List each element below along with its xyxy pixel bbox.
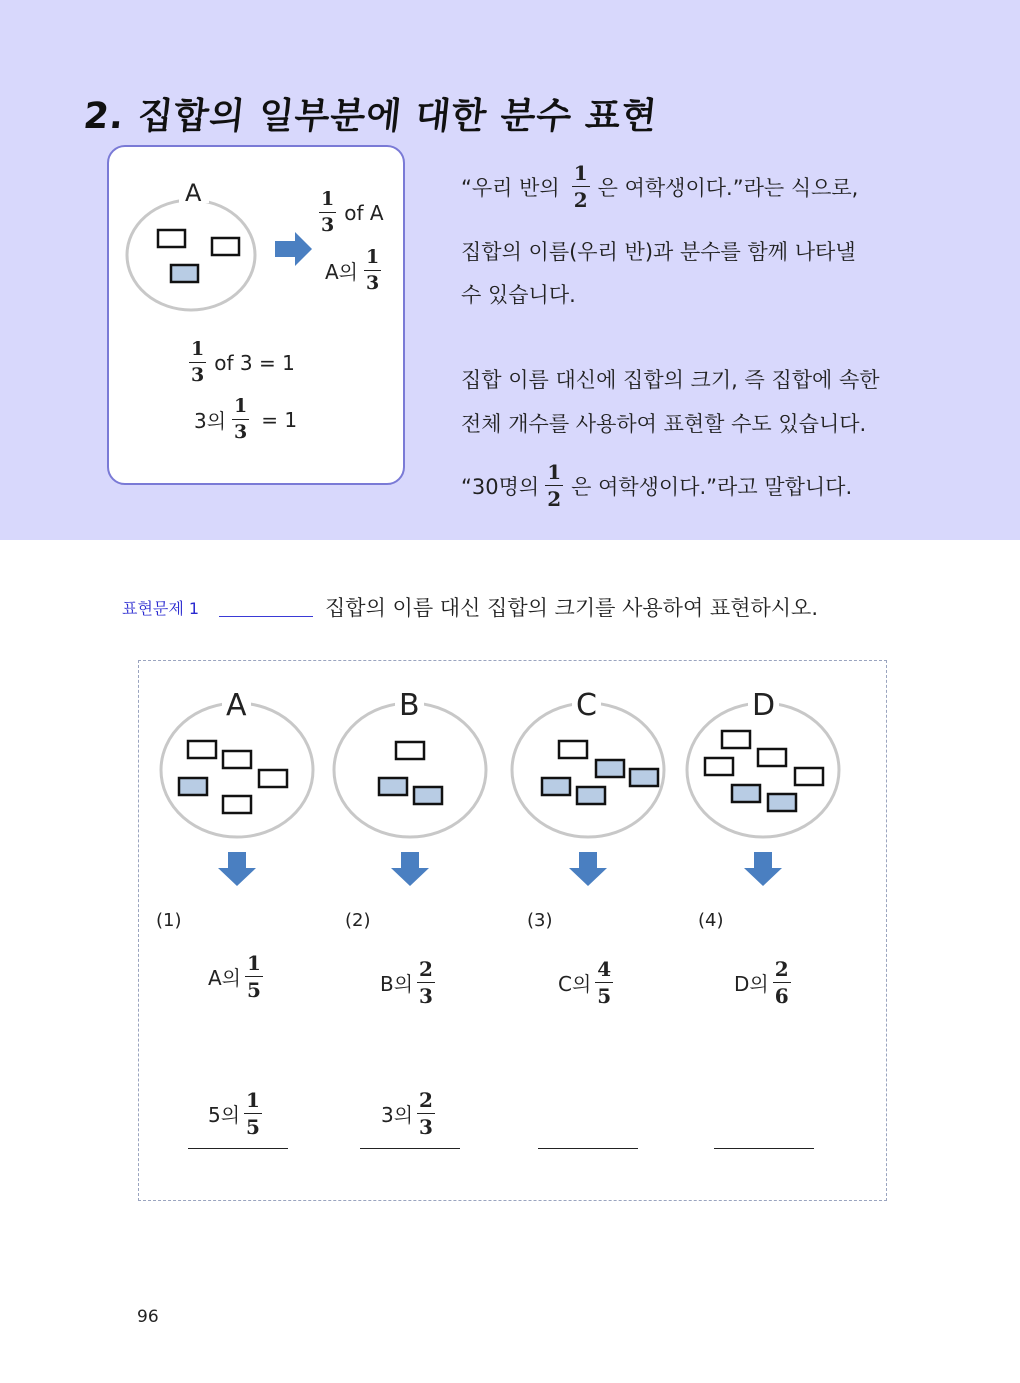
fraction: $\frac{1}{5}$ — [247, 951, 261, 1002]
fraction: $\frac{4}{5}$ — [597, 957, 612, 1008]
answer-name-fraction-b: B의 $\frac{2}{3}$ — [380, 957, 433, 1008]
down-arrow-icon — [569, 852, 607, 886]
set-label-b: B — [395, 688, 424, 723]
element-rect — [223, 751, 251, 768]
shaded-element-rect — [630, 769, 658, 786]
fraction-a-ui: A의 $\frac{1}{3}$ — [325, 246, 380, 294]
shaded-element-rect — [179, 778, 207, 795]
answer-size-fraction-a: 5의 $\frac{1}{5}$ — [208, 1088, 260, 1139]
section-title: 2. 집합의 일부분에 대한 분수 표현 — [81, 96, 660, 137]
fraction: $\frac{1}{2}$ — [573, 161, 588, 212]
answer-name-fraction-c: C의 $\frac{4}{5}$ — [558, 957, 612, 1008]
shaded-element-rect — [542, 778, 570, 795]
intro-set-label: A — [185, 179, 202, 207]
set-d-diagram — [687, 703, 839, 886]
explanation-line-5: 전체 개수를 사용하여 표현할 수도 있습니다. — [461, 412, 867, 436]
answer-line-2[interactable] — [360, 1148, 460, 1149]
shaded-element-rect — [732, 785, 760, 802]
element-rect — [758, 749, 786, 766]
shaded-element-rect — [768, 794, 796, 811]
explanation-line-2: 집합의 이름(우리 반)과 분수를 함께 나타낼 — [461, 240, 856, 264]
down-arrow-icon — [218, 852, 256, 886]
exercise-instruction: 집합의 이름 대신 집합의 크기를 사용하여 표현하시오. — [325, 596, 819, 620]
answer-line-4[interactable] — [714, 1148, 814, 1149]
item-number-4: (4) — [698, 910, 724, 931]
fraction: $\frac{1}{3}$ — [234, 395, 248, 443]
fraction-of-a: $\frac{1}{3}$ of A — [321, 188, 384, 236]
element-rect — [188, 741, 216, 758]
fraction: $\frac{1}{2}$ — [547, 460, 562, 511]
shaded-element-rect — [596, 760, 624, 777]
set-a-diagram — [161, 703, 313, 886]
set-circle — [161, 703, 313, 837]
answer-line-3[interactable] — [538, 1148, 638, 1149]
element-rect — [722, 731, 750, 748]
down-arrow-icon — [391, 852, 429, 886]
answer-line-1[interactable] — [188, 1148, 288, 1149]
fraction-3-ui: 3의 $\frac{1}{3}$ = 1 — [194, 395, 298, 443]
set-c-diagram — [512, 703, 664, 886]
shaded-element-rect — [577, 787, 605, 804]
fraction: $\frac{2}{6}$ — [774, 957, 789, 1008]
answer-name-fraction-a: A의 $\frac{1}{5}$ — [208, 951, 261, 1002]
set-label-a: A — [222, 688, 251, 723]
shaded-element-rect — [414, 787, 442, 804]
element-rect — [559, 741, 587, 758]
explanation-line-1: “우리 반의 $\frac{1}{2}$ 은 여학생이다.”라는 식으로, — [461, 161, 859, 212]
answer-name-fraction-d: D의 $\frac{2}{6}$ — [734, 957, 789, 1008]
set-label-d: D — [748, 688, 779, 723]
explanation-line-4: 집합 이름 대신에 집합의 크기, 즉 집합에 속한 — [461, 368, 880, 392]
item-number-3: (3) — [527, 910, 553, 931]
element-rect — [396, 742, 424, 759]
set-circle — [334, 703, 486, 837]
fraction: $\frac{1}{3}$ — [321, 188, 335, 236]
answer-size-fraction-b: 3의 $\frac{2}{3}$ — [381, 1088, 433, 1139]
set-label-c: C — [572, 688, 601, 723]
fraction-of-3: $\frac{1}{3}$ of 3 = 1 — [191, 338, 295, 386]
shaded-element-rect — [379, 778, 407, 795]
set-b-diagram — [334, 703, 486, 886]
element-rect — [705, 758, 733, 775]
fraction: $\frac{1}{5}$ — [246, 1088, 260, 1139]
item-number-2: (2) — [345, 910, 371, 931]
item-number-1: (1) — [156, 910, 182, 931]
explanation-line-3: 수 있습니다. — [461, 283, 576, 307]
down-arrow-icon — [744, 852, 782, 886]
fraction: $\frac{2}{3}$ — [419, 1088, 433, 1139]
element-rect — [795, 768, 823, 785]
fraction: $\frac{2}{3}$ — [419, 957, 433, 1008]
fraction: $\frac{1}{3}$ — [191, 338, 205, 386]
exercise-label: 표현문제 1 — [122, 599, 200, 618]
explanation-line-6: “30명의 $\frac{1}{2}$ 은 여학생이다.”라고 말합니다. — [461, 460, 853, 511]
page-number: 96 — [137, 1307, 159, 1327]
fraction: $\frac{1}{3}$ — [366, 246, 380, 294]
element-rect — [259, 770, 287, 787]
element-rect — [223, 796, 251, 813]
